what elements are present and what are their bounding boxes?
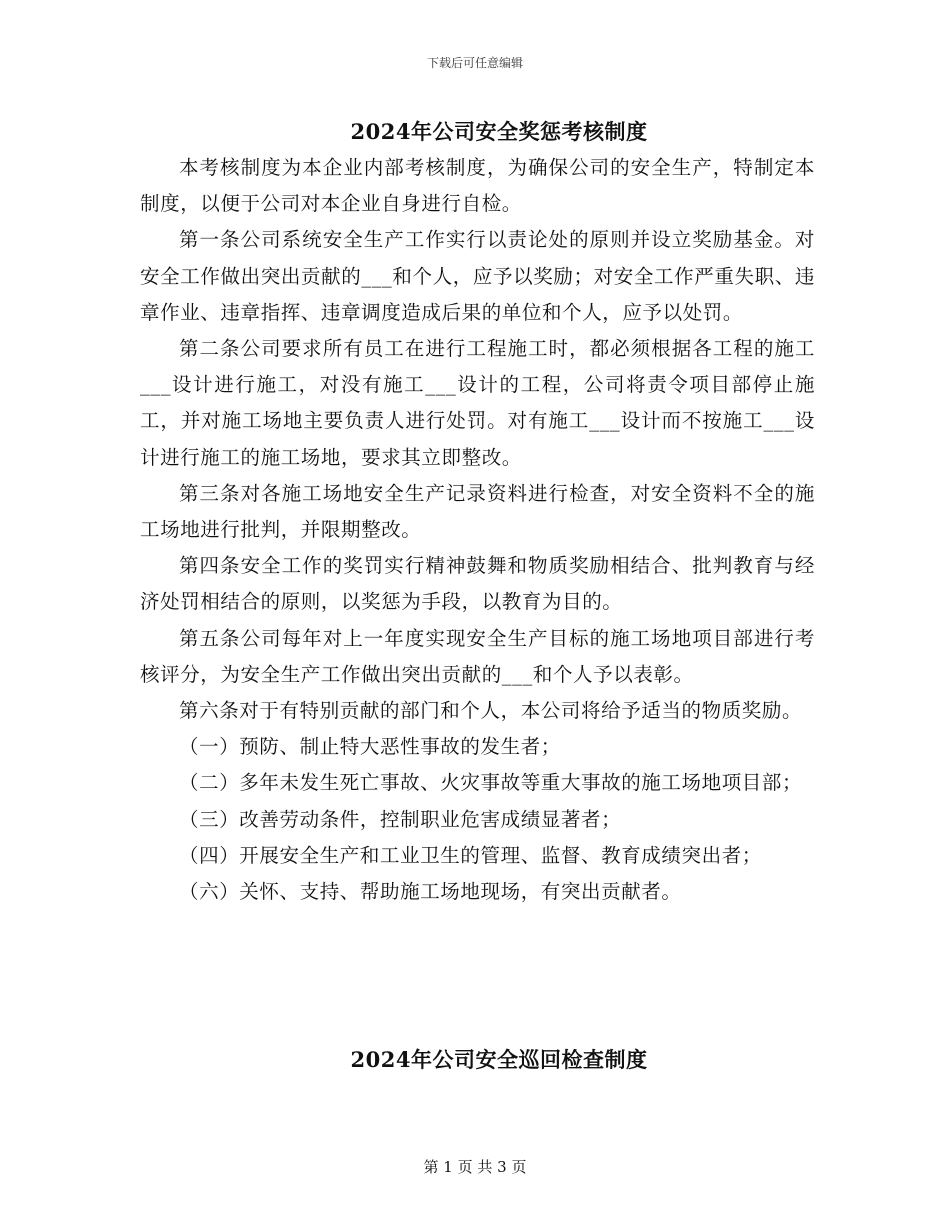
list-item-2: （二）多年未发生死亡事故、火灾事故等重大事故的施工场地项目部； — [179, 771, 803, 795]
paragraph-article-2: 第二条公司要求所有员工在进行工程施工时，都必须根据各工程的施工___设计进行施工，对没有施工___设计的工程，公司将责令项目部停止施工，并对施工场地主要负责人进行处罚。对有施工___设计而不按施工___设计进行施工的施工场地，要求其立即整改。 — [140, 337, 815, 469]
paragraph-article-6: 第六条对于有特别贡献的部门和个人，本公司将给予适当的物质奖励。 — [179, 699, 803, 723]
document-body — [140, 150, 815, 910]
page-header-note: 下载后可任意编辑 — [426, 56, 523, 70]
paragraph-article-3: 第三条对各施工场地安全生产记录资料进行检查，对安全资料不全的施工场地进行批判，并限期整改。 — [140, 481, 815, 542]
list-item-4: （四）开展安全生产和工业卫生的管理、监督、教育成绩突出者； — [179, 843, 762, 867]
paragraph-article-1: 第一条公司系统安全生产工作实行以责论处的原则并设立奖励基金。对安全工作做出突出贡献的___和个人，应予以奖励；对安全工作严重失职、违章作业、违章指挥、违章调度造成后果的单位和个人，应予以处罚。 — [140, 228, 815, 324]
list-item-1: （一）预防、制止特大恶性事故的发生者； — [179, 735, 561, 759]
list-item-6: （六）关怀、支持、帮助施工场地现场，有突出贡献者。 — [179, 880, 682, 904]
document-title: 2024年公司安全奖惩考核制度 — [350, 119, 648, 144]
paragraph-article-4: 第四条安全工作的奖罚实行精神鼓舞和物质奖励相结合、批判教育与经济处罚相结合的原则，以奖惩为手段，以教育为目的。 — [140, 554, 815, 614]
next-section-title: 2024年公司安全巡回检查制度 — [350, 1047, 648, 1072]
paragraph-article-5: 第五条公司每年对上一年度实现安全生产目标的施工场地项目部进行考核评分，为安全生产工作做出突出贡献的___和个人予以表彰。 — [140, 626, 815, 686]
list-item-3: （三）改善劳动条件，控制职业危害成绩显著者； — [179, 807, 622, 831]
paragraph-intro: 本考核制度为本企业内部考核制度，为确保公司的安全生产，特制定本制度，以便于公司对本企业自身进行自检。 — [140, 156, 815, 216]
page-footer-number: 第 1 页 共 3 页 — [423, 1158, 527, 1176]
